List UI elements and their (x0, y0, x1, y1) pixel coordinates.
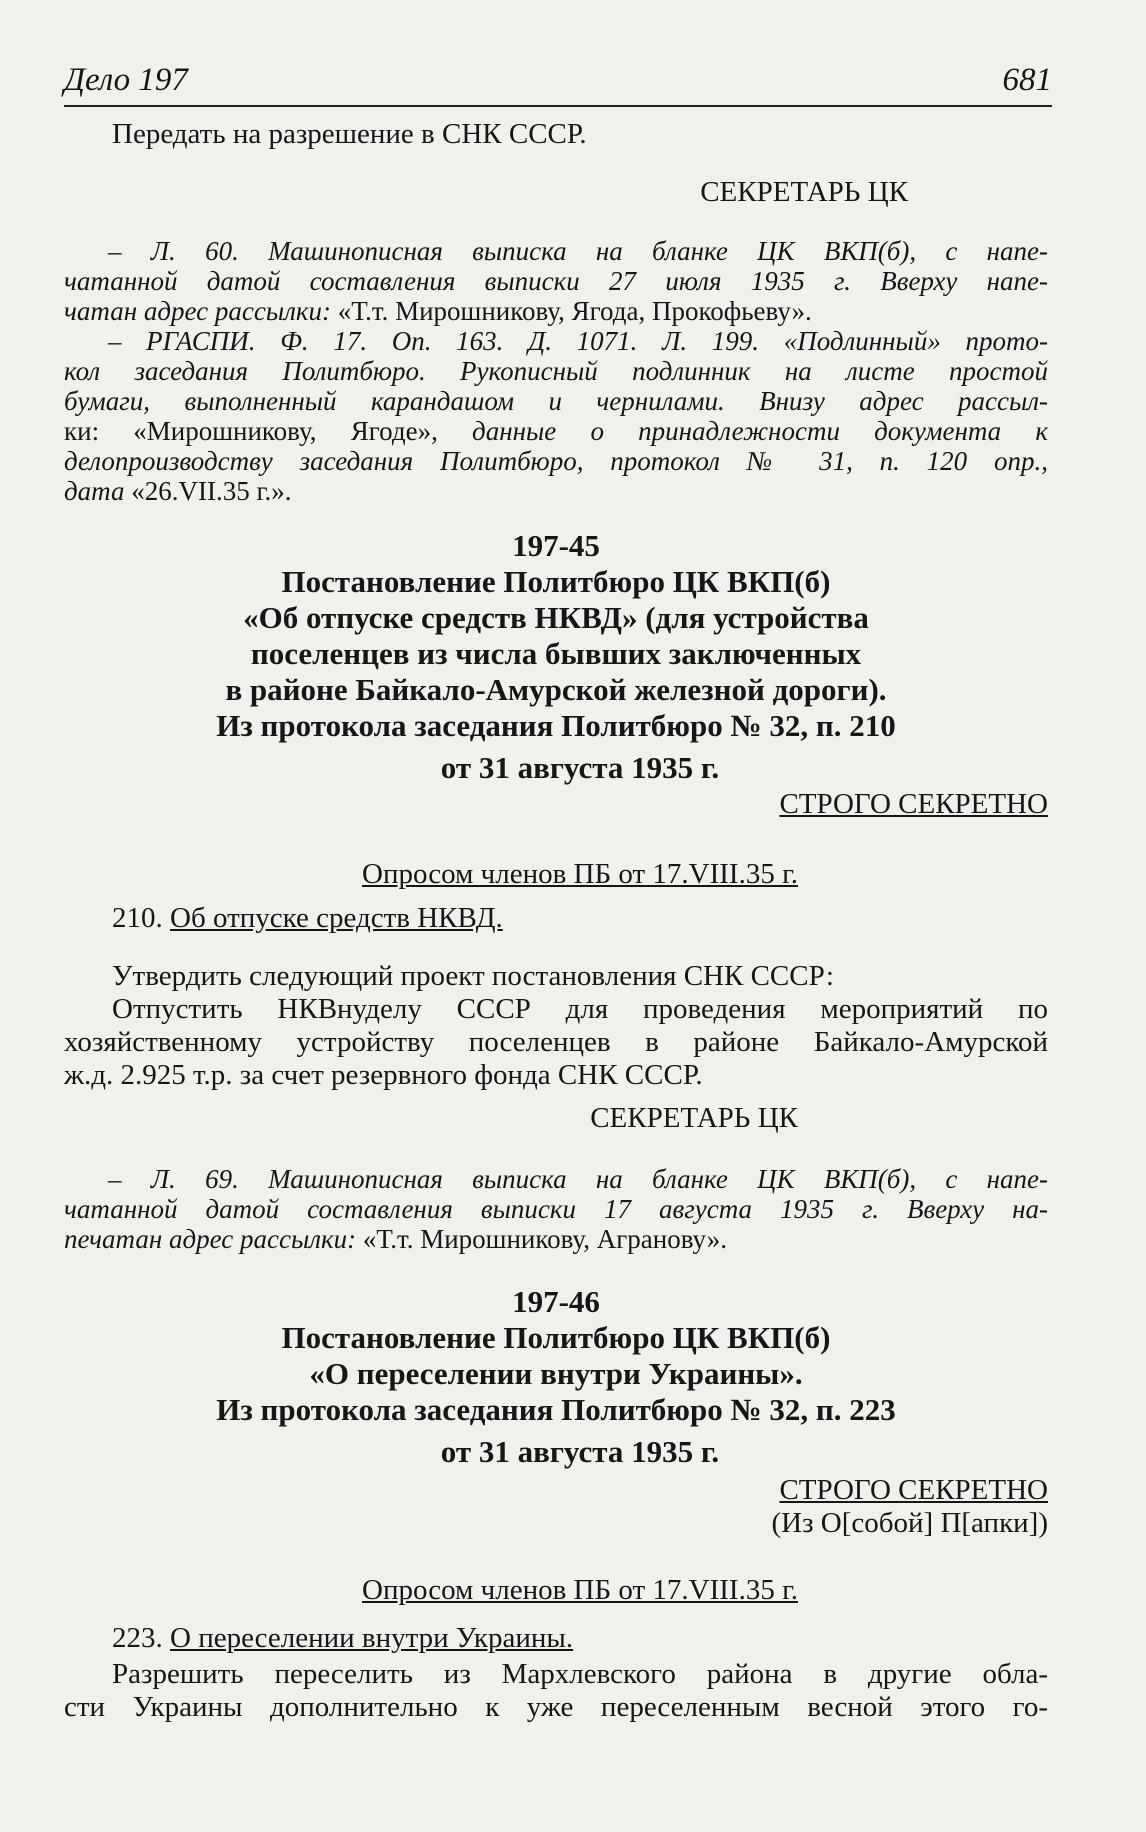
document-title: поселенцев из числа бывших заключенных (250, 636, 862, 671)
archival-note: – Л. 69. Машинописная выписка на бланке ЦК ВКП(б), с напе- (108, 1164, 1048, 1194)
body-text: сти Украины дополнительно к уже переселенным весной этого го- (64, 1691, 1048, 1723)
archival-note: кол заседания Политбюро. Рукописный подлинник на листе простой (64, 356, 1048, 386)
item-heading: 223. О переселении внутри Украины. (112, 1622, 574, 1654)
document-date: от 31 августа 1935 г. (440, 1434, 720, 1469)
archival-note: чатан адрес рассылки: «Т.т. Мирошникову, Ягода, Прокофьеву». (64, 296, 812, 326)
archival-note: ки: «Мирошникову, Ягоде», данные о принадлежности документа к (64, 416, 1048, 446)
archival-note: делопроизводству заседания Политбюро, протокол № 31, п. 120 опр., (64, 446, 1048, 476)
document-title: «Об отпуске средств НКВД» (для устройства (243, 600, 869, 635)
archival-note: – Л. 60. Машинописная выписка на бланке ЦК ВКП(б), с напе- (108, 236, 1048, 266)
document-number: 197-46 (512, 1284, 600, 1319)
document-title: Постановление Политбюро ЦК ВКП(б) (281, 564, 831, 599)
archival-note: дата «26.VII.35 г.». (64, 476, 292, 506)
archival-note: чатанной датой составления выписки 17 августа 1935 г. Вверху на- (64, 1194, 1048, 1224)
archival-note: печатан адрес рассылки: «Т.т. Мирошникову, Агранову». (64, 1224, 727, 1254)
archival-note: чатанной датой составления выписки 27 июля 1935 г. Вверху напе- (64, 266, 1048, 296)
page-number: 681 (1002, 62, 1052, 98)
body-text: Утвердить следующий проект постановления СНК СССР: (112, 960, 834, 992)
document-title: Из протокола заседания Политбюро № 32, п. 210 (216, 708, 896, 743)
poll-reference: Опросом членов ПБ от 17.VIII.35 г. (362, 1574, 798, 1606)
poll-reference: Опросом членов ПБ от 17.VIII.35 г. (362, 858, 798, 890)
document-title: «О переселении внутри Украины». (309, 1356, 803, 1391)
special-folder-note: (Из О[собой] П[апки]) (771, 1507, 1048, 1539)
body-text: хозяйственному устройству поселенцев в районе Байкало-Амурской (64, 1026, 1048, 1058)
secretary-signature: СЕКРЕТАРЬ ЦК (590, 1102, 798, 1134)
document-title: в районе Байкало-Амурской железной дороги). (225, 672, 887, 707)
archival-note: – РГАСПИ. Ф. 17. Оп. 163. Д. 1071. Л. 199. «Подлинный» прото- (108, 326, 1048, 356)
secrecy-stamp: СТРОГО СЕКРЕТНО (779, 1474, 1048, 1506)
body-text: ж.д. 2.925 т.р. за счет резервного фонда СНК СССР. (64, 1059, 703, 1091)
body-text: Разрешить переселить из Мархлевского района в другие обла- (112, 1658, 1048, 1690)
body-text: Отпустить НКВнуделу СССР для проведения мероприятий по (112, 993, 1048, 1025)
text-line: Передать на разрешение в СНК СССР. (112, 118, 587, 150)
item-heading: 210. Об отпуске средств НКВД. (112, 902, 503, 934)
header-case-title: Дело 197 (64, 62, 188, 98)
secretary-signature: СЕКРЕТАРЬ ЦК (700, 176, 908, 208)
page-header (64, 62, 1052, 107)
document-number: 197-45 (512, 528, 600, 563)
document-title: Постановление Политбюро ЦК ВКП(б) (281, 1320, 831, 1355)
archival-note: бумаги, выполненный карандашом и чернилами. Внизу адрес рассыл- (64, 386, 1048, 416)
secrecy-stamp: СТРОГО СЕКРЕТНО (779, 788, 1048, 820)
document-title: Из протокола заседания Политбюро № 32, п. 223 (216, 1392, 896, 1427)
document-date: от 31 августа 1935 г. (440, 750, 720, 785)
